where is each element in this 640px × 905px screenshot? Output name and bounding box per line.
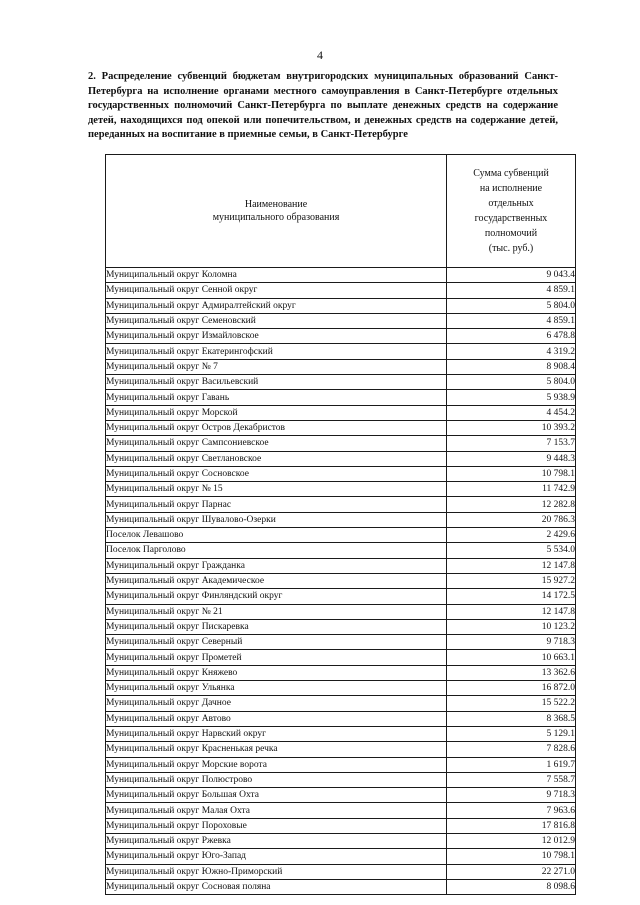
header-sum-line: Сумма субвенций (473, 168, 549, 179)
table-row (106, 864, 576, 879)
page-number: 4 (317, 48, 323, 62)
municipality-name-cell: Муниципальный округ Финляндский округ (106, 589, 447, 604)
municipality-name-cell: Муниципальный округ Дачное (106, 696, 447, 711)
table-row (106, 803, 576, 818)
table-row (106, 879, 576, 894)
subvention-amount-cell: 5 804.0 (447, 298, 576, 313)
table-row (106, 726, 576, 741)
municipality-name-cell: Муниципальный округ Юго-Запад (106, 849, 447, 864)
header-sum-line: отдельных (488, 198, 534, 209)
subvention-amount-cell: 7 153.7 (447, 436, 576, 451)
municipality-name-cell: Муниципальный округ Пороховые (106, 818, 447, 833)
table-header-row (106, 155, 576, 268)
subvention-amount-cell: 4 859.1 (447, 283, 576, 298)
table-row (106, 833, 576, 848)
table-row (106, 283, 576, 298)
subvention-amount-cell: 7 828.6 (447, 742, 576, 757)
table-row (106, 420, 576, 435)
municipality-name-cell: Муниципальный округ Малая Охта (106, 803, 447, 818)
table-row (106, 665, 576, 680)
subvention-amount-cell: 12 012.9 (447, 833, 576, 848)
municipality-name-cell: Муниципальный округ № 15 (106, 482, 447, 497)
subvention-amount-cell: 4 859.1 (447, 313, 576, 328)
municipality-name-cell: Муниципальный округ Семеновский (106, 313, 447, 328)
municipality-name-cell: Муниципальный округ Нарвский округ (106, 726, 447, 741)
table-row (106, 635, 576, 650)
table-row (106, 268, 576, 283)
header-sum-line: на исполнение (479, 183, 543, 194)
municipality-name-cell: Муниципальный округ Автово (106, 711, 447, 726)
table-row (106, 619, 576, 634)
municipality-name-cell: Муниципальный округ Красненькая речка (106, 742, 447, 757)
table-row (106, 298, 576, 313)
header-sum-line: (тыс. руб.) (488, 243, 534, 254)
municipality-name-cell: Муниципальный округ Южно-Приморский (106, 864, 447, 879)
table-row (106, 604, 576, 619)
subvention-amount-cell: 10 663.1 (447, 650, 576, 665)
municipality-name-cell: Поселок Парголово (106, 543, 447, 558)
table-row (106, 329, 576, 344)
subvention-amount-cell: 9 718.3 (447, 635, 576, 650)
municipality-name-cell: Муниципальный округ Измайловское (106, 329, 447, 344)
table-row (106, 313, 576, 328)
municipality-name-cell: Муниципальный округ Сампсониевское (106, 436, 447, 451)
table-row (106, 344, 576, 359)
subvention-amount-cell: 5 804.0 (447, 375, 576, 390)
municipality-name-cell: Муниципальный округ Северный (106, 635, 447, 650)
table-row (106, 772, 576, 787)
table-row (106, 359, 576, 374)
municipality-name-cell: Муниципальный округ Адмиралтейский округ (106, 298, 447, 313)
table-row (106, 788, 576, 803)
subvention-amount-cell: 7 558.7 (447, 772, 576, 787)
table-row (106, 405, 576, 420)
subvention-amount-cell: 5 938.9 (447, 390, 576, 405)
subvention-amount-cell: 8 098.6 (447, 879, 576, 894)
subvention-amount-cell: 4 454.2 (447, 405, 576, 420)
subvention-amount-cell: 15 522.2 (447, 696, 576, 711)
municipality-name-cell: Муниципальный округ № 7 (106, 359, 447, 374)
header-sum-line: государственных (474, 213, 548, 224)
municipality-name-cell: Муниципальный округ № 21 (106, 604, 447, 619)
municipality-name-cell: Муниципальный округ Ульянка (106, 681, 447, 696)
subvention-amount-cell: 20 786.3 (447, 512, 576, 527)
table-row (106, 757, 576, 772)
subvention-amount-cell: 9 718.3 (447, 788, 576, 803)
table-row (106, 512, 576, 527)
municipality-name-cell: Муниципальный округ Прометей (106, 650, 447, 665)
table-row (106, 849, 576, 864)
municipality-name-cell: Муниципальный округ Морские ворота (106, 757, 447, 772)
table-row (106, 573, 576, 588)
header-sum-cell (447, 155, 576, 268)
table-row (106, 390, 576, 405)
municipality-name-cell: Муниципальный округ Екатерингофский (106, 344, 447, 359)
subvention-amount-cell: 14 172.5 (447, 589, 576, 604)
subvention-amount-cell: 13 362.6 (447, 665, 576, 680)
municipality-name-cell: Муниципальный округ Остров Декабристов (106, 420, 447, 435)
municipality-name-cell: Муниципальный округ Сосновское (106, 466, 447, 481)
subvention-amount-cell: 10 798.1 (447, 466, 576, 481)
subvention-amount-cell: 10 798.1 (447, 849, 576, 864)
municipality-name-cell: Муниципальный округ Гавань (106, 390, 447, 405)
municipality-name-cell: Муниципальный округ Васильевский (106, 375, 447, 390)
table-row (106, 589, 576, 604)
municipality-name-cell: Муниципальный округ Гражданка (106, 558, 447, 573)
subvention-amount-cell: 10 123.2 (447, 619, 576, 634)
table-row (106, 742, 576, 757)
subvention-amount-cell: 12 147.8 (447, 604, 576, 619)
subvention-amount-cell: 10 393.2 (447, 420, 576, 435)
table-row (106, 558, 576, 573)
table-row (106, 818, 576, 833)
subvention-amount-cell: 5 534.0 (447, 543, 576, 558)
table-row (106, 711, 576, 726)
municipality-name-cell: Муниципальный округ Коломна (106, 268, 447, 283)
subvention-amount-cell: 15 927.2 (447, 573, 576, 588)
municipality-name-cell: Муниципальный округ Большая Охта (106, 788, 447, 803)
municipality-name-cell: Муниципальный округ Парнас (106, 497, 447, 512)
header-sum-line: полномочий (484, 228, 538, 239)
municipality-name-cell: Муниципальный округ Ржевка (106, 833, 447, 848)
subvention-amount-cell: 11 742.9 (447, 482, 576, 497)
subvention-amount-cell: 6 478.8 (447, 329, 576, 344)
header-name-line: Наименование (244, 199, 308, 210)
subvention-amount-cell: 12 282.8 (447, 497, 576, 512)
municipality-name-cell: Муниципальный округ Полюстрово (106, 772, 447, 787)
subvention-amount-cell: 2 429.6 (447, 528, 576, 543)
table-row (106, 497, 576, 512)
municipality-name-cell: Муниципальный округ Шувалово-Озерки (106, 512, 447, 527)
subvention-amount-cell: 22 271.0 (447, 864, 576, 879)
table-row (106, 528, 576, 543)
municipality-name-cell: Муниципальный округ Морской (106, 405, 447, 420)
table-row (106, 543, 576, 558)
table-row (106, 375, 576, 390)
table-row (106, 681, 576, 696)
municipality-name-cell: Муниципальный округ Академическое (106, 573, 447, 588)
table-row (106, 696, 576, 711)
section-heading: 2. Распределение субвенций бюджетам внутригородских муниципальных образований Санкт-Петербурга на исполнение органами местного самоуправления в Санкт-Петербурге отдельных государственных полномочий Санкт-Петербурга по выплате денежных средств на содержание детей, находящихся под опекой или попечительством, и денежных средств на содержание детей, переданных на воспитание в приемные семьи, в Санкт-Петербурге (88, 71, 558, 140)
table-row (106, 436, 576, 451)
table-row (106, 482, 576, 497)
table-row (106, 466, 576, 481)
subvention-amount-cell: 17 816.8 (447, 818, 576, 833)
header-name-cell (106, 155, 447, 268)
subvention-amount-cell: 1 619.7 (447, 757, 576, 772)
municipality-name-cell: Муниципальный округ Сосновая поляна (106, 879, 447, 894)
subvention-amount-cell: 7 963.6 (447, 803, 576, 818)
table-row (106, 451, 576, 466)
subvention-table (105, 154, 576, 895)
municipality-name-cell: Муниципальный округ Княжево (106, 665, 447, 680)
subvention-amount-cell: 9 448.3 (447, 451, 576, 466)
municipality-name-cell: Муниципальный округ Светлановское (106, 451, 447, 466)
subvention-amount-cell: 8 908.4 (447, 359, 576, 374)
table-row (106, 650, 576, 665)
table-body (106, 268, 576, 895)
subvention-amount-cell: 12 147.8 (447, 558, 576, 573)
municipality-name-cell: Поселок Левашово (106, 528, 447, 543)
subvention-amount-cell: 5 129.1 (447, 726, 576, 741)
subvention-amount-cell: 16 872.0 (447, 681, 576, 696)
municipality-name-cell: Муниципальный округ Сенной округ (106, 283, 447, 298)
subvention-amount-cell: 4 319.2 (447, 344, 576, 359)
subvention-amount-cell: 9 043.4 (447, 268, 576, 283)
header-name-line: муниципального образования (212, 212, 340, 223)
subvention-amount-cell: 8 368.5 (447, 711, 576, 726)
municipality-name-cell: Муниципальный округ Пискаревка (106, 619, 447, 634)
